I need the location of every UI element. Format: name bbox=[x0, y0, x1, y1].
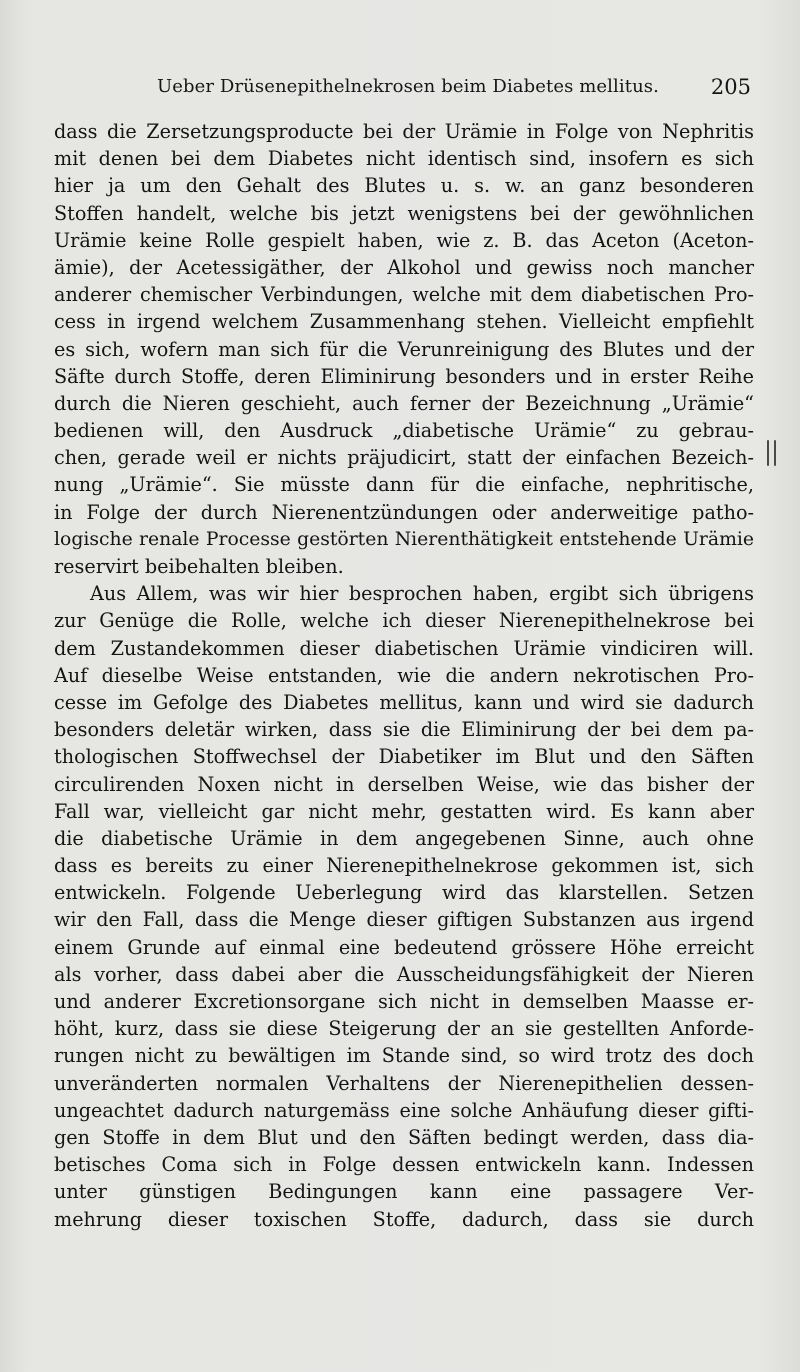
text-line: Säfte durch Stoffe, deren Eliminirung besonders und in erster Reihe bbox=[54, 364, 754, 388]
text-line: besonders deletär wirken, dass sie die Eliminirung der bei dem pa- bbox=[54, 718, 754, 742]
text-line: zur Genüge die Rolle, welche ich dieser Nierenepithelnekrose bei bbox=[54, 609, 754, 633]
text-line: thologischen Stoffwechsel der Diabetiker im Blut und den Säften bbox=[54, 745, 754, 769]
page-header bbox=[55, 72, 755, 106]
text-line: anderer chemischer Verbindungen, welche mit dem diabetischen Pro- bbox=[54, 283, 754, 307]
text-line: und anderer Excretionsorgane sich nicht in demselben Maasse er- bbox=[54, 990, 754, 1013]
text-line: logische renale Processe gestörten Nierenthätigkeit entstehende Urämie bbox=[54, 528, 754, 550]
text-line: ungeachtet dadurch naturgemäss eine solche Anhäufung dieser gifti- bbox=[54, 1098, 754, 1122]
text-line: höht, kurz, dass sie diese Steigerung der an sie gestellten Anforde- bbox=[54, 1017, 754, 1041]
text-line: dem Zustandekommen dieser diabetischen Urämie vindiciren will. bbox=[54, 636, 754, 660]
text-line: Urämie keine Rolle gespielt haben, wie z. B. das Aceton (Aceton- bbox=[54, 228, 754, 252]
text-line: Fall war, vielleicht gar nicht mehr, gestatten wird. Es kann aber bbox=[54, 799, 754, 823]
text-line: Auf dieselbe Weise entstanden, wie die andern nekrotischen Pro- bbox=[54, 663, 754, 687]
text-line: wir den Fall, dass die Menge dieser giftigen Substanzen aus irgend bbox=[54, 908, 754, 932]
text-line: in Folge der durch Nierenentzündungen oder anderweitige patho- bbox=[54, 500, 754, 524]
text-line: bedienen will, den Ausdruck „diabetische Urämie“ zu gebrau- bbox=[54, 419, 754, 443]
body-text bbox=[54, 118, 754, 1233]
text-line: circulirenden Noxen nicht in derselben Weise, wie das bisher der bbox=[54, 772, 754, 796]
text-line: entwickeln. Folgende Ueberlegung wird das klarstellen. Setzen bbox=[54, 881, 754, 905]
text-line: ämie), der Acetessigäther, der Alkohol und gewiss noch mancher bbox=[54, 255, 754, 279]
text-line: mit denen bei dem Diabetes nicht identisch sind, insofern es sich bbox=[54, 147, 754, 171]
text-line: gen Stoffe in dem Blut und den Säften bedingt werden, dass dia- bbox=[54, 1125, 754, 1149]
text-line: dass die Zersetzungsproducte bei der Urämie in Folge von Nephritis bbox=[54, 120, 754, 143]
text-line: cesse im Gefolge des Diabetes mellitus, kann und wird sie dadurch bbox=[54, 690, 754, 714]
text-line: Stoffen handelt, welche bis jetzt wenigstens bei der gewöhnlichen bbox=[54, 201, 754, 225]
text-line: durch die Nieren geschieht, auch ferner der Bezeichnung „Urämie“ bbox=[54, 391, 754, 415]
text-line: unveränderten normalen Verhaltens der Nierenepithelien dessen- bbox=[54, 1071, 754, 1095]
text-line: unter günstigen Bedingungen kann eine passagere Ver- bbox=[54, 1180, 754, 1204]
running-title: Ueber Drüsenepithelnekrosen beim Diabetes mellitus. bbox=[157, 76, 659, 97]
text-line: betisches Coma sich in Folge dessen entwickeln kann. Indessen bbox=[54, 1153, 754, 1177]
text-line: mehrung dieser toxischen Stoffe, dadurch, dass sie durch bbox=[54, 1207, 754, 1231]
text-line: chen, gerade weil er nichts präjudicirt, statt der einfachen Bezeich- bbox=[54, 446, 754, 470]
margin-pencil-mark bbox=[766, 440, 780, 466]
text-line: die diabetische Urämie in dem angegebenen Sinne, auch ohne bbox=[54, 826, 754, 850]
text-line: einem Grunde auf einmal eine bedeutend grössere Höhe erreicht bbox=[54, 935, 754, 959]
text-line: hier ja um den Gehalt des Blutes u. s. w. an ganz besonderen bbox=[54, 174, 754, 198]
text-line: als vorher, dass dabei aber die Ausscheidungsfähigkeit der Nieren bbox=[54, 962, 754, 986]
text-line: reservirt beibehalten bleiben. bbox=[54, 555, 344, 578]
text-line: rungen nicht zu bewältigen im Stande sind, so wird trotz des doch bbox=[54, 1044, 754, 1068]
text-line: Aus Allem, was wir hier besprochen haben, ergibt sich übrigens bbox=[90, 582, 754, 606]
page-number: 205 bbox=[710, 75, 751, 99]
text-line: nung „Urämie“. Sie müsste dann für die einfache, nephritische, bbox=[54, 473, 754, 497]
text-line: dass es bereits zu einer Nierenepithelnekrose gekommen ist, sich bbox=[54, 854, 754, 878]
text-line: cess in irgend welchem Zusammenhang stehen. Vielleicht empfiehlt bbox=[54, 310, 754, 334]
text-line: es sich, wofern man sich für die Verunreinigung des Blutes und der bbox=[54, 337, 754, 361]
